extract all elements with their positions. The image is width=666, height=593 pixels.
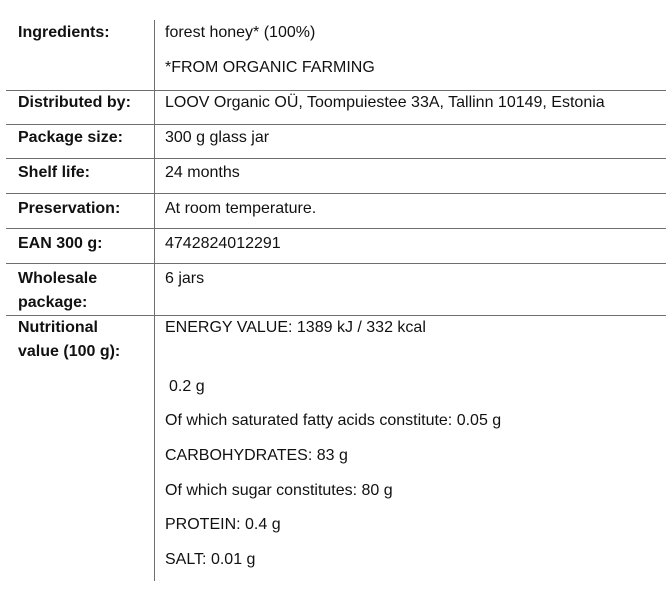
preservation-value: At room temperature. [165,200,317,217]
nutrition-label-line2: value (100 g): [18,343,121,360]
shelf-life-label: Shelf life: [18,164,91,181]
distributed-by-label: Distributed by: [18,94,131,111]
wholesale-value: 6 jars [165,270,205,287]
ingredients-value: forest honey* (100%) [165,24,316,41]
nutrition-label-line1: Nutritional [18,319,98,336]
ingredients-note: *FROM ORGANIC FARMING [165,59,375,76]
package-size-value: 300 g glass jar [165,129,270,146]
preservation-label: Preservation: [18,200,121,217]
nutrition-sugar: Of which sugar constitutes: 80 g [165,482,393,499]
package-size-label: Package size: [18,129,123,146]
row-divider [6,124,666,125]
nutrition-energy: ENERGY VALUE: 1389 kJ / 332 kcal [165,319,426,336]
nutrition-fat: 0.2 g [169,378,205,395]
nutrition-salt: SALT: 0.01 g [165,551,256,568]
wholesale-label-line1: Wholesale [18,270,98,287]
row-divider [6,263,666,264]
ingredients-label: Ingredients: [18,24,110,41]
nutrition-protein: PROTEIN: 0.4 g [165,516,281,533]
ean-value: 4742824012291 [165,235,281,252]
nutrition-saturated-fat: Of which saturated fatty acids constitute: 0.05 g [165,412,502,429]
row-divider [6,158,666,159]
distributed-by-value: LOOV Organic OÜ, Toompuiestee 33A, Tallinn 10149, Estonia [165,94,605,111]
nutrition-carbohydrates: CARBOHYDRATES: 83 g [165,447,348,464]
column-divider [154,20,155,581]
wholesale-label-line2: package: [18,294,88,311]
shelf-life-value: 24 months [165,164,240,181]
row-divider [6,193,666,194]
ean-label: EAN 300 g: [18,235,103,252]
row-divider [6,228,666,229]
